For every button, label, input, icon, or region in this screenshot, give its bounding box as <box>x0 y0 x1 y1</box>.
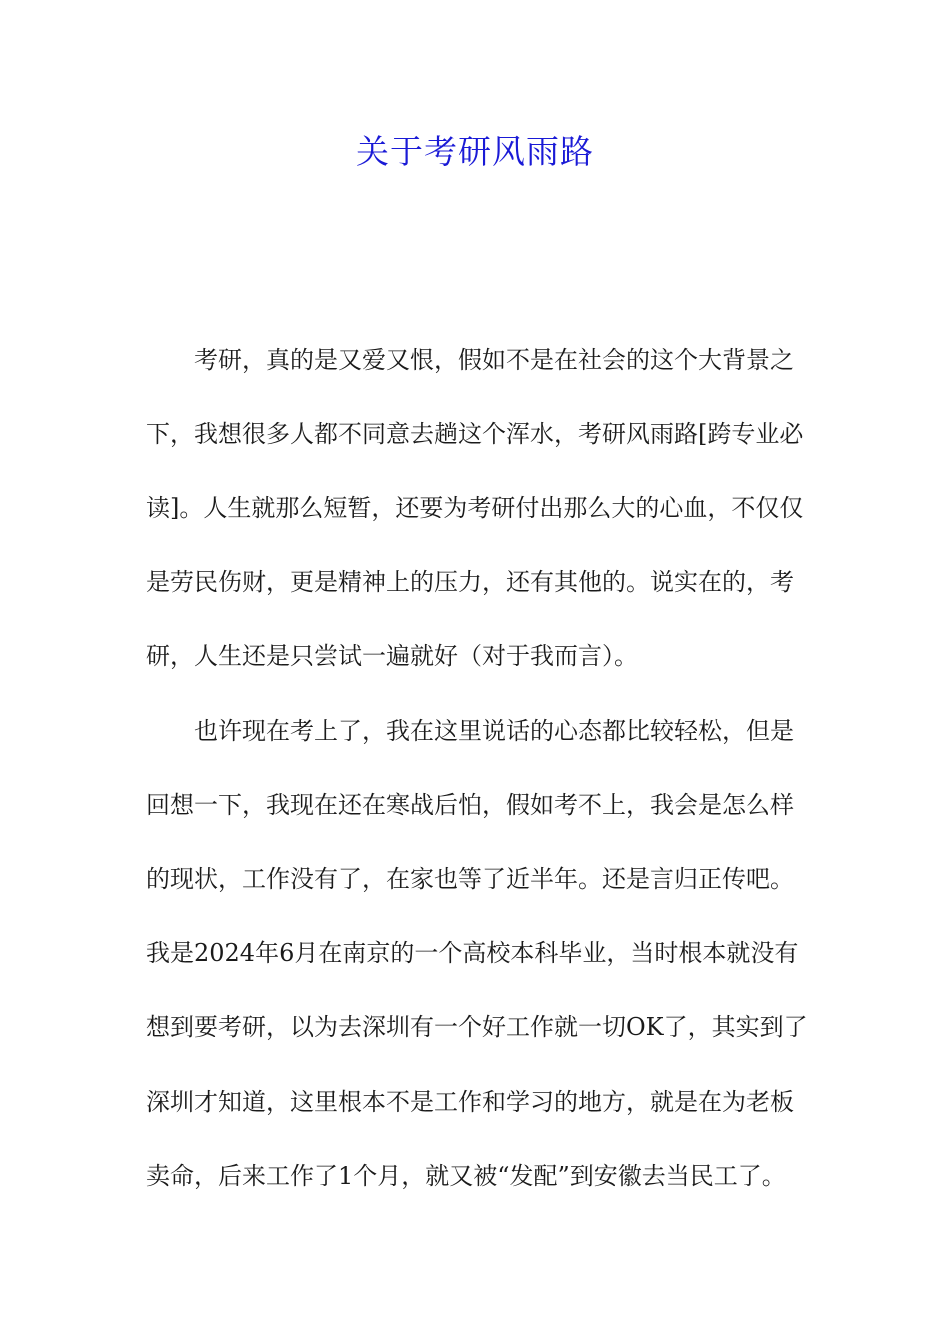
paragraph-2-line-6: 深圳才知道，这里根本不是工作和学习的地方，就是在为老板 <box>146 1088 794 1116</box>
paragraph-1-line-1: 考研，真的是又爱又恨，假如不是在社会的这个大背景之 <box>194 346 794 374</box>
document-title: 关于考研风雨路 <box>356 132 594 171</box>
paragraph-1-line-2: 下，我想很多人都不同意去趟这个浑水，考研风雨路[跨专业必 <box>146 420 804 448</box>
paragraph-2-line-2: 回想一下，我现在还在寒战后怕，假如考不上，我会是怎么样 <box>146 791 794 819</box>
paragraph-2-line-5: 想到要考研，以为去深圳有一个好工作就一切OK了，其实到了 <box>146 1013 808 1041</box>
paragraph-1-line-3: 读]。人生就那么短暂，还要为考研付出那么大的心血，不仅仅 <box>146 494 804 522</box>
paragraph-2-line-1: 也许现在考上了，我在这里说话的心态都比较轻松，但是 <box>194 717 794 745</box>
paragraph-2-line-4: 我是2024年6月在南京的一个高校本科毕业，当时根本就没有 <box>146 939 799 967</box>
paragraph-1-line-5: 研，人生还是只尝试一遍就好（对于我而言）。 <box>146 642 638 670</box>
paragraph-2-line-3: 的现状，工作没有了，在家也等了近半年。还是言归正传吧。 <box>146 865 794 893</box>
paragraph-1-line-4: 是劳民伤财，更是精神上的压力，还有其他的。说实在的，考 <box>146 568 794 596</box>
paragraph-2-line-7: 卖命，后来工作了1个月，就又被“发配”到安徽去当民工了。 <box>146 1162 786 1190</box>
